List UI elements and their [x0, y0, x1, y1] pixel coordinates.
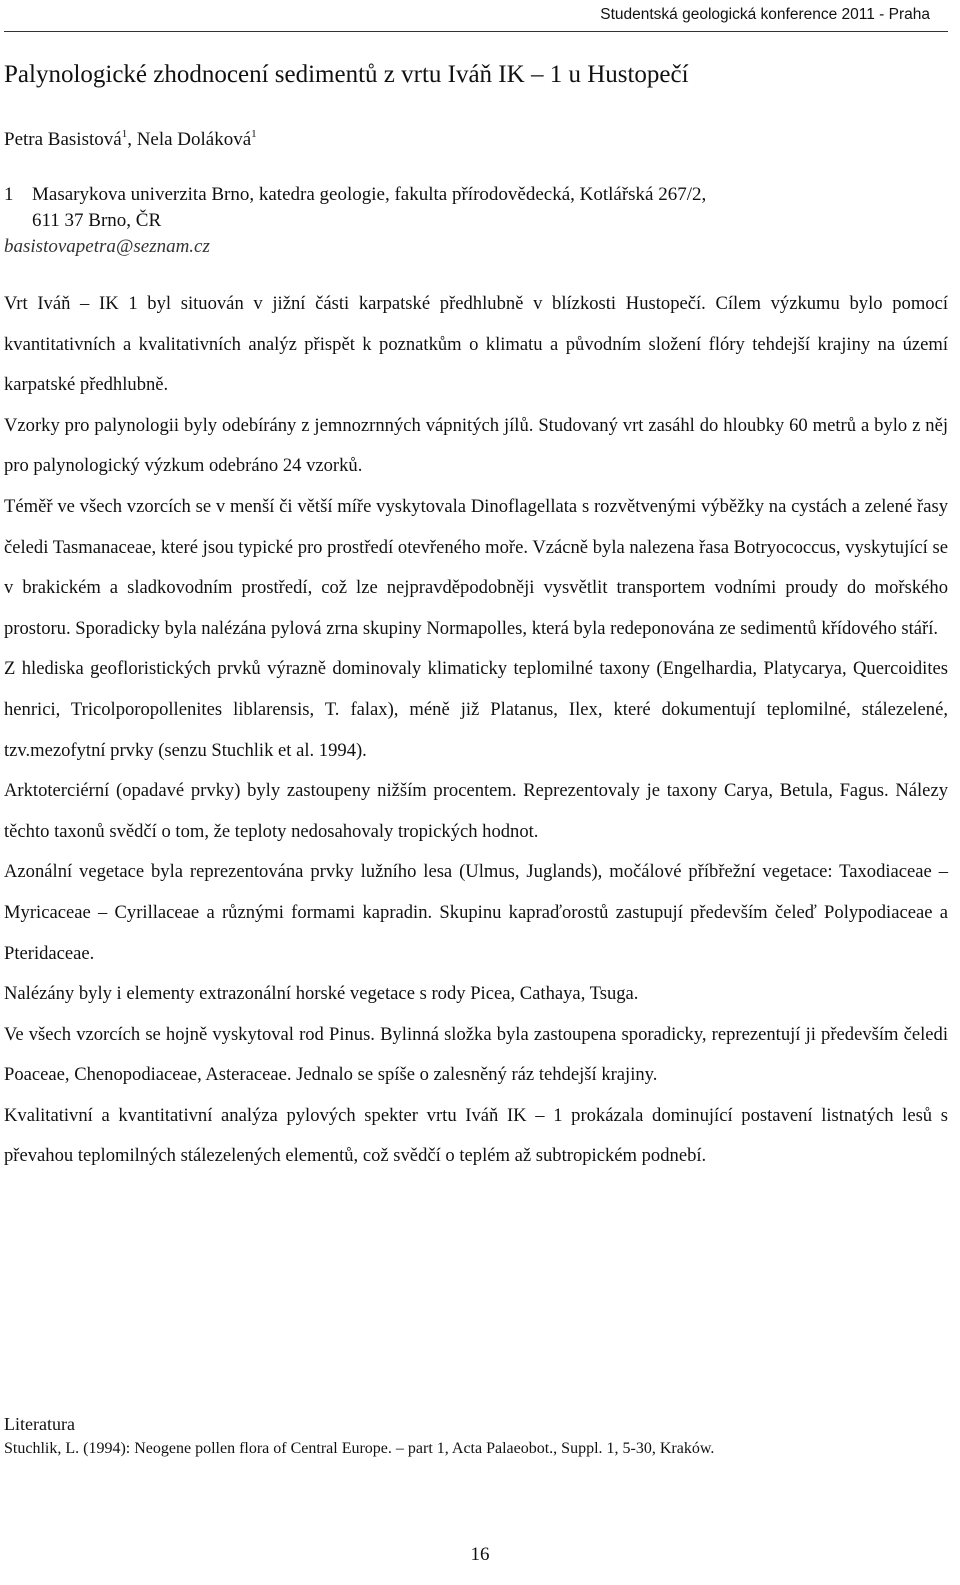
author-affiliation-mark: 1: [251, 128, 257, 140]
body-paragraph: Vzorky pro palynologii byly odebírány z jemnozrnných vápnitých jílů. Studovaný vrt zasáhl do hloubky 60 metrů a bylo z něj pro palynologický výzkum odebráno 24 vzorků.: [4, 414, 948, 477]
body-paragraph: Azonální vegetace byla reprezentována prvky lužního lesa (Ulmus, Juglands), močálové příbřežní vegetace: Taxodiaceae – Myricaceae – Cyrillaceae a různými formami kapradin. Skupinu kapraďorostů zastupují především čeleď Polypodiaceae a Pteridaceae.: [4, 861, 948, 964]
body-paragraph: Nalézány byly i elementy extrazonální horské vegetace s rody Picea, Cathaya, Tsuga.: [4, 983, 639, 1005]
affiliation-text: Masarykova univerzita Brno, katedra geologie, fakulta přírodovědecká, Kotlářská 267/2,: [32, 184, 707, 205]
body-paragraph: Ve všech vzorcích se hojně vyskytoval rod Pinus. Bylinná složka byla zastoupena sporadicky, reprezentují ji především čeledi Poaceae, Chenopodiaceae, Asteraceae. Jednalo se spíše o zalesněný ráz tehdejší krajiny.: [4, 1023, 948, 1086]
affiliation: [4, 182, 944, 234]
affiliation-number: 1: [4, 184, 14, 205]
body-paragraph: Téměř ve všech vzorcích se v menší či větší míře vyskytovala Dinoflagellata s rozvětvenými výběžky na cystách a zelené řasy čeledi Tasmanaceae, které jsou typické pro prostředí otevřeného moře. Vzácně byla nalezena řasa Botryococcus, vyskytující se v brakickém a sladkovodním prostředí, což lze nejpravděpodobněji vysvětlit transportem vodními proudy do mořského prostoru. Sporadicky byla nalézána pylová zrna skupiny Normapolles, která byla redeponována ze sedimentů křídového stáří.: [4, 495, 948, 639]
author-separator: ,: [127, 129, 137, 150]
article-title: Palynologické zhodnocení sedimentů z vrtu Iváň IK – 1 u Hustopečí: [4, 61, 689, 88]
author-email-link[interactable]: basistovapetra@seznam.cz: [4, 236, 210, 257]
literature-reference: Stuchlik, L. (1994): Neogene pollen flora of Central Europe. – part 1, Acta Palaeobot., Suppl. 1, 5-30, Kraków.: [4, 1440, 715, 1457]
body-paragraph: Z hlediska geofloristických prvků výrazně dominovaly klimaticky teplomilné taxony (Engelhardia, Platycarya, Quercoidites henrici, Tricolporopollenites liblarensis, T. falax), méně již Platanus, Ilex, které dokumentují teplomilné, stálezelené, tzv.mezofytní prvky (senzu Stuchlik et al. 1994).: [4, 658, 948, 761]
literature-heading: Literatura: [4, 1414, 75, 1434]
header-rule: [4, 31, 948, 32]
body-paragraph: Vrt Iváň – IK 1 byl situován v jižní části karpatské předhlubně v blízkosti Hustopečí. Cílem výzkumu bylo pomocí kvantitativních a kvalitativních analýz přispět k poznatkům o klimatu a původním složení flóry tehdejší krajiny na území karpatské předhlubně.: [4, 293, 948, 396]
body-paragraph: Arktoterciérní (opadavé prvky) byly zastoupeny nižším procentem. Reprezentovaly je taxony Carya, Betula, Fagus. Nálezy těchto taxonů svědčí o tom, že teploty nedosahovaly tropických hodnot.: [4, 780, 948, 842]
affiliation-line-2: 611 37 Brno, ČR: [32, 210, 162, 231]
author-name: Petra Basistová: [4, 129, 122, 150]
affiliation-line-1: [4, 182, 944, 208]
body-paragraph: Kvalitativní a kvantitativní analýza pylových spekter vrtu Iváň IK – 1 prokázala dominující postavení listnatých lesů s převahou teplomilných stálezelených elementů, což svědčí o teplém až subtropickém podnebí.: [4, 1104, 948, 1167]
author-list: [4, 129, 257, 151]
author-affiliation-mark: 1: [121, 128, 128, 140]
author-name: Nela Doláková: [136, 129, 252, 150]
page-number: 16: [470, 1544, 490, 1565]
running-head: Studentská geologická konference 2011 - Praha: [600, 6, 930, 23]
article-body: [4, 284, 948, 1177]
